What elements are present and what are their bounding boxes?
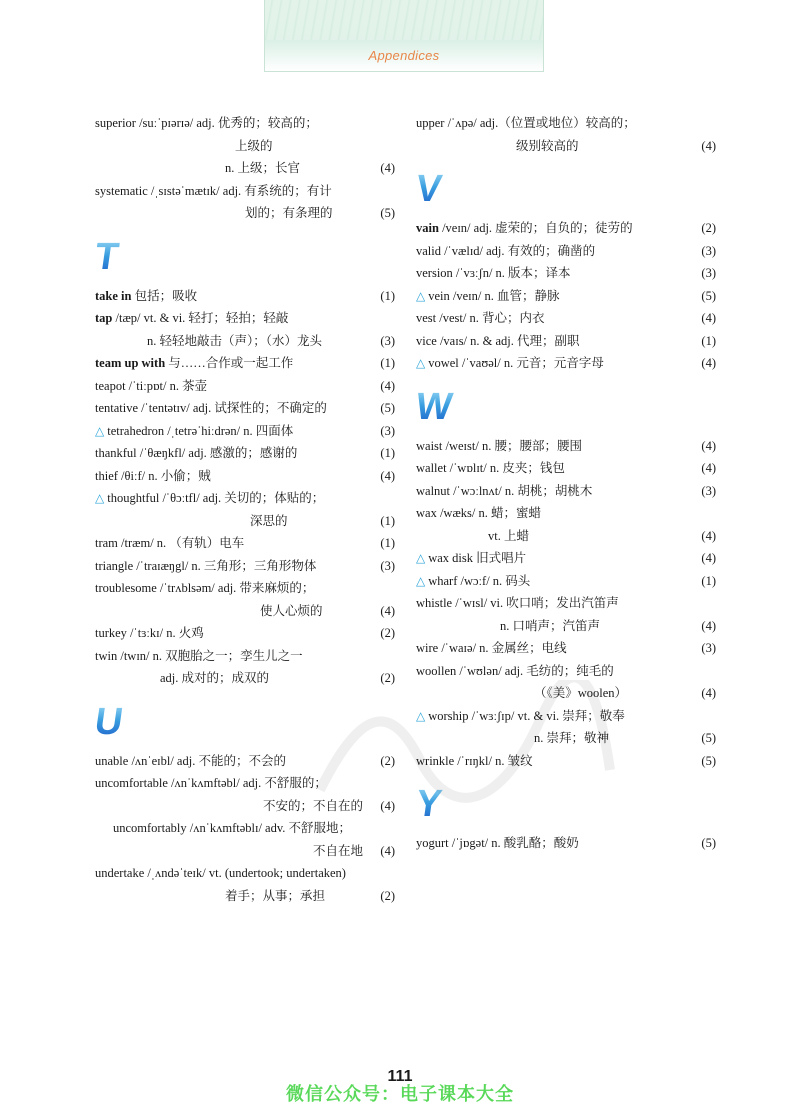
triangle-marker-icon: △ bbox=[416, 288, 426, 303]
unit-number: (2) bbox=[380, 671, 395, 685]
unit-number: (3) bbox=[701, 266, 716, 280]
triangle-marker-icon: △ bbox=[416, 356, 426, 370]
section-letter-glyph: U bbox=[92, 700, 126, 743]
glossary-text: whistle /ˈwɪsl/ vi. 吹口哨；发出汽笛声 bbox=[416, 596, 619, 610]
glossary-line bbox=[95, 397, 395, 420]
glossary-line bbox=[95, 330, 395, 353]
glossary-text: tap /tæp/ vt. & vi. 轻打；轻拍；轻敲 bbox=[95, 311, 289, 325]
glossary-text: yogurt /ˈjɒgət/ n. 酸乳酪；酸奶 bbox=[416, 836, 579, 850]
glossary-line bbox=[95, 577, 395, 600]
glossary-line bbox=[416, 435, 716, 458]
triangle-marker-icon: △ bbox=[416, 708, 426, 723]
unit-number: (4) bbox=[380, 798, 395, 813]
glossary-text: valid /ˈvælɪd/ adj. 有效的；确凿的 bbox=[416, 243, 596, 258]
glossary-text: n. 口哨声；汽笛声 bbox=[500, 618, 601, 633]
header-pattern bbox=[265, 0, 543, 40]
unit-number: (1) bbox=[380, 446, 395, 460]
glossary-text: unable /ʌnˈeɪbl/ adj. 不能的；不会的 bbox=[95, 753, 286, 768]
unit-number: (2) bbox=[380, 888, 395, 903]
triangle-marker-icon: △ bbox=[416, 573, 426, 588]
glossary-text: vest /vest/ n. 背心；内衣 bbox=[416, 311, 545, 325]
glossary-line bbox=[416, 832, 716, 855]
glossary-text: △ thoughtful /ˈθɔːtfl/ adj. 关切的；体贴的； bbox=[95, 491, 325, 505]
unit-number: (4) bbox=[701, 438, 716, 453]
glossary-text: team up with 与……合作或一起工作 bbox=[95, 356, 294, 370]
glossary-text: upper /ˈʌpə/ adj.（位置或地位）较高的； bbox=[416, 116, 636, 130]
glossary-text: uncomfortably /ʌnˈkʌmftəblɪ/ adv. 不舒服地； bbox=[113, 821, 352, 835]
unit-number: (1) bbox=[380, 288, 395, 303]
unit-number: (5) bbox=[701, 836, 716, 850]
unit-number: (3) bbox=[380, 558, 395, 573]
background-watermark-icon bbox=[300, 680, 620, 820]
glossary-text: waist /weɪst/ n. 腰；腰部；腰围 bbox=[416, 438, 582, 453]
unit-number: (4) bbox=[380, 603, 395, 618]
glossary-text: tentative /ˈtentətɪv/ adj. 试探性的；不确定的 bbox=[95, 401, 327, 415]
unit-number: (3) bbox=[380, 333, 395, 348]
glossary-text: 使人心烦的 bbox=[260, 603, 323, 618]
headword: tap bbox=[95, 311, 113, 325]
unit-number: (3) bbox=[701, 641, 716, 655]
headword: team up with bbox=[95, 356, 166, 370]
headword: take in bbox=[95, 288, 132, 303]
glossary-line bbox=[95, 840, 395, 863]
glossary-text: wire /ˈwaɪə/ n. 金属丝；电线 bbox=[416, 641, 567, 655]
section-letter-v bbox=[413, 163, 716, 215]
unit-number: (3) bbox=[701, 243, 716, 258]
glossary-text: wallet /ˈwɒlɪt/ n. 皮夹；钱包 bbox=[416, 461, 565, 475]
triangle-marker-icon: △ bbox=[95, 423, 105, 438]
glossary-text: （《美》woolen） bbox=[534, 686, 628, 700]
glossary-text: n. 上级；长官 bbox=[225, 161, 301, 175]
unit-number: (4) bbox=[701, 311, 716, 325]
glossary-text: △ worship /ˈwɜːʃɪp/ vt. & vi. 崇拜；敬奉 bbox=[416, 708, 625, 723]
unit-number: (5) bbox=[701, 753, 716, 768]
glossary-line bbox=[95, 157, 395, 180]
glossary-line bbox=[416, 480, 716, 503]
glossary-line bbox=[416, 240, 716, 263]
unit-number: (3) bbox=[701, 483, 716, 498]
glossary-text: 深思的 bbox=[250, 513, 288, 528]
unit-number: (4) bbox=[701, 551, 716, 565]
glossary-text: twin /twɪn/ n. 双胞胎之一；孪生儿之一 bbox=[95, 648, 303, 663]
section-letter-glyph: T bbox=[92, 235, 122, 278]
glossary-text: wrinkle /ˈrɪŋkl/ n. 皱纹 bbox=[416, 753, 533, 768]
glossary-line bbox=[95, 135, 395, 158]
glossary-line bbox=[416, 262, 716, 285]
glossary-text: turkey /ˈtɜːkɪ/ n. 火鸡 bbox=[95, 626, 204, 640]
glossary-text: teapot /ˈtiːpɒt/ n. 茶壶 bbox=[95, 378, 208, 393]
glossary-line bbox=[95, 862, 395, 885]
footer-watermark: 微信公众号：电子课本大全 bbox=[286, 1084, 514, 1105]
unit-number: (1) bbox=[380, 513, 395, 528]
glossary-text: take in 包括；吸收 bbox=[95, 288, 198, 303]
glossary-text: △ tetrahedron /ˌtetrəˈhiːdrən/ n. 四面体 bbox=[95, 423, 294, 438]
unit-number: (4) bbox=[380, 378, 395, 393]
glossary-text: version /ˈvɜːʃn/ n. 版本；译本 bbox=[416, 266, 571, 280]
glossary-line bbox=[95, 487, 395, 510]
glossary-line bbox=[95, 555, 395, 578]
unit-number: (5) bbox=[380, 206, 395, 220]
glossary-text: △ wax disk 旧式唱片 bbox=[416, 551, 527, 565]
glossary-line bbox=[416, 592, 716, 615]
page-number: 111 bbox=[387, 1068, 413, 1085]
glossary-text: superior /suːˈpɪərɪə/ adj. 优秀的；较高的； bbox=[95, 116, 318, 130]
glossary-text: 上级的 bbox=[235, 138, 273, 153]
glossary-text: 着手；从事；承担 bbox=[225, 888, 326, 903]
glossary-line bbox=[416, 330, 716, 353]
triangle-marker-icon: △ bbox=[416, 551, 426, 565]
section-letter-t bbox=[92, 231, 395, 283]
unit-number: (4) bbox=[701, 686, 716, 700]
unit-number: (1) bbox=[701, 333, 716, 348]
glossary-text: vain /veɪn/ adj. 虚荣的；自负的；徒劳的 bbox=[416, 221, 633, 235]
unit-number: (4) bbox=[701, 138, 716, 153]
glossary-text: 划的；有条理的 bbox=[245, 206, 333, 220]
glossary-line bbox=[95, 420, 395, 443]
unit-number: (5) bbox=[701, 288, 716, 303]
glossary-line bbox=[95, 442, 395, 465]
glossary-line bbox=[95, 202, 395, 225]
glossary-text: woollen /ˈwʊlən/ adj. 毛纺的；纯毛的 bbox=[416, 663, 614, 678]
glossary-text: triangle /ˈtraɪæŋgl/ n. 三角形；三角形物体 bbox=[95, 558, 317, 573]
unit-number: (4) bbox=[701, 618, 716, 633]
glossary-line bbox=[416, 502, 716, 525]
glossary-text: 不自在地 bbox=[313, 843, 364, 858]
glossary-text: thief /θiːf/ n. 小偷；贼 bbox=[95, 468, 211, 483]
glossary-line bbox=[95, 885, 395, 908]
glossary-line bbox=[416, 660, 716, 683]
section-letter-glyph: V bbox=[413, 168, 445, 210]
header-title: Appendices bbox=[368, 48, 440, 63]
glossary-text: △ vein /veɪn/ n. 血管；静脉 bbox=[416, 288, 560, 303]
unit-number: (4) bbox=[701, 461, 716, 475]
glossary-text: n. 崇拜；敬神 bbox=[534, 731, 610, 745]
unit-number: (5) bbox=[701, 731, 716, 745]
glossary-text: adj. 成对的；成双的 bbox=[160, 671, 270, 685]
glossary-line bbox=[416, 637, 716, 660]
glossary-line bbox=[95, 112, 395, 135]
glossary-line bbox=[95, 622, 395, 645]
glossary-text: 不安的；不自在的 bbox=[263, 798, 364, 813]
unit-number: (1) bbox=[380, 536, 395, 550]
unit-number: (5) bbox=[380, 401, 395, 415]
unit-number: (1) bbox=[380, 356, 395, 370]
unit-number: (2) bbox=[380, 626, 395, 640]
glossary-line bbox=[416, 457, 716, 480]
unit-number: (4) bbox=[701, 356, 716, 370]
glossary-line bbox=[95, 352, 395, 375]
glossary-text: undertake /ˌʌndəˈteɪk/ vt. (undertook; undertaken) bbox=[95, 866, 346, 880]
glossary-line bbox=[95, 465, 395, 488]
appendices-header-tab bbox=[264, 0, 544, 72]
glossary-line bbox=[95, 180, 395, 203]
glossary-text: systematic /ˌsɪstəˈmætɪk/ adj. 有系统的；有计 bbox=[95, 183, 332, 198]
glossary-text: vt. 上蜡 bbox=[488, 528, 529, 543]
glossary-text: wax /wæks/ n. 蜡；蜜蜡 bbox=[416, 506, 542, 520]
section-letter-w bbox=[413, 381, 716, 433]
glossary-line bbox=[95, 285, 395, 308]
glossary-line bbox=[416, 615, 716, 638]
glossary-line bbox=[416, 352, 716, 375]
glossary-text: n. 轻轻地敲击（声）；（水）龙头 bbox=[147, 333, 323, 348]
glossary-line bbox=[416, 547, 716, 570]
glossary-line bbox=[416, 217, 716, 240]
glossary-line bbox=[95, 307, 395, 330]
section-letter-glyph: W bbox=[413, 385, 455, 428]
unit-number: (1) bbox=[701, 573, 716, 588]
glossary-text: troublesome /ˈtrʌblsəm/ adj. 带来麻烦的； bbox=[95, 581, 315, 595]
glossary-line bbox=[95, 532, 395, 555]
glossary-text: △ wharf /wɔːf/ n. 码头 bbox=[416, 573, 531, 588]
glossary-line bbox=[95, 645, 395, 668]
glossary-line bbox=[416, 135, 716, 158]
unit-number: (2) bbox=[380, 753, 395, 768]
unit-number: (4) bbox=[380, 468, 395, 483]
glossary-line bbox=[416, 570, 716, 593]
unit-number: (4) bbox=[380, 843, 395, 858]
glossary-text: thankful /ˈθæŋkfl/ adj. 感激的；感谢的 bbox=[95, 446, 298, 460]
glossary-line bbox=[95, 510, 395, 533]
headword: vain bbox=[416, 221, 439, 235]
glossary-text: △ vowel /ˈvaʊəl/ n. 元音；元音字母 bbox=[416, 356, 604, 370]
unit-number: (2) bbox=[701, 221, 716, 235]
glossary-text: tram /træm/ n. （有轨）电车 bbox=[95, 536, 245, 550]
glossary-line bbox=[95, 375, 395, 398]
glossary-line bbox=[416, 525, 716, 548]
glossary-text: walnut /ˈwɔːlnʌt/ n. 胡桃；胡桃木 bbox=[416, 483, 593, 498]
unit-number: (4) bbox=[380, 161, 395, 175]
glossary-line bbox=[416, 307, 716, 330]
glossary-text: vice /vaɪs/ n. & adj. 代理；副职 bbox=[416, 333, 580, 348]
unit-number: (4) bbox=[701, 528, 716, 543]
glossary-line bbox=[416, 112, 716, 135]
glossary-line bbox=[95, 817, 395, 840]
glossary-text: uncomfortable /ʌnˈkʌmftəbl/ adj. 不舒服的； bbox=[95, 776, 327, 790]
unit-number: (3) bbox=[380, 423, 395, 438]
section-letter-glyph: Y bbox=[413, 783, 445, 825]
triangle-marker-icon: △ bbox=[95, 491, 105, 505]
glossary-text: 级别较高的 bbox=[516, 138, 579, 153]
glossary-line bbox=[416, 285, 716, 308]
glossary-line bbox=[95, 600, 395, 623]
